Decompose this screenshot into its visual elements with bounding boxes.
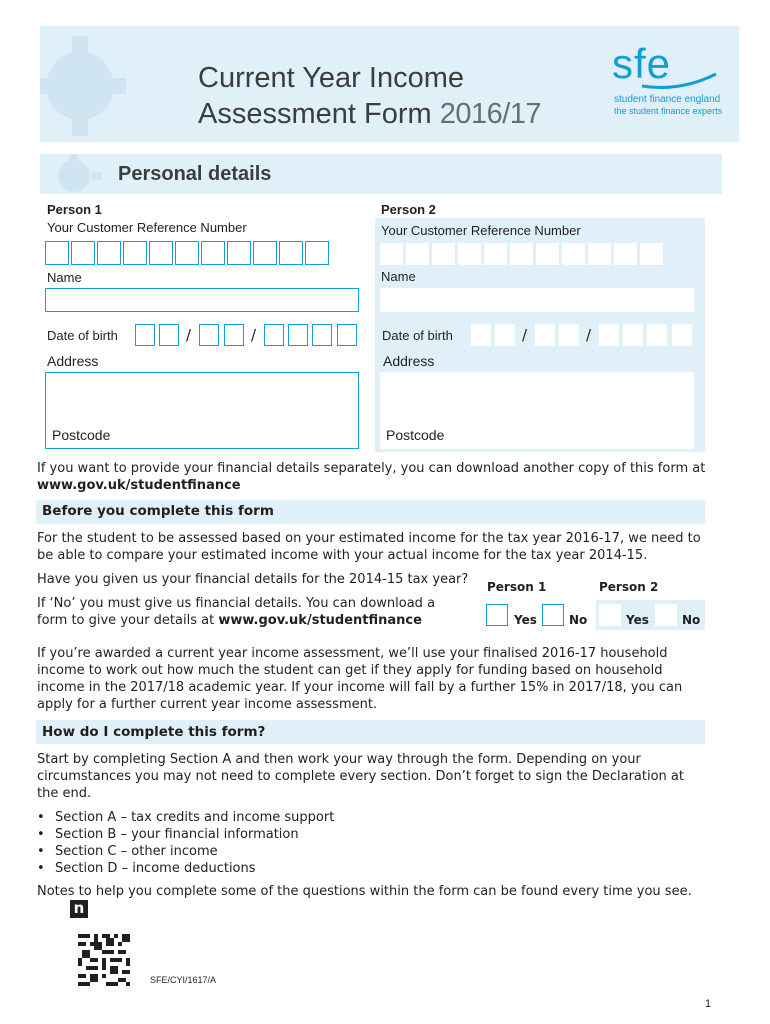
if-no-text: If ‘No’ you must give us financial details. You can download a form to give your details at — [37, 596, 436, 628]
person1-dob-month2[interactable] — [224, 324, 244, 346]
list-item: • Section A – tax credits and income support — [37, 809, 437, 826]
person1-postcode-label: Postcode — [52, 427, 111, 443]
person2-dob-year1[interactable] — [599, 324, 619, 346]
person1-name-label: Name — [47, 270, 82, 285]
person1-heading: Person 1 — [47, 202, 102, 217]
qr-code-icon — [78, 934, 130, 986]
if-no-note — [37, 595, 447, 629]
person2-no-checkbox[interactable] — [655, 604, 677, 626]
dob-slash: / — [251, 326, 257, 344]
person2-dob-day2[interactable] — [495, 324, 515, 346]
person1-yes-checkbox[interactable] — [486, 604, 508, 626]
separate-note-link[interactable]: www.gov.uk/studentfinance — [37, 478, 241, 493]
if-no-link[interactable]: www.gov.uk/studentfinance — [218, 613, 422, 628]
person2-heading: Person 2 — [381, 202, 436, 217]
person2-dob-day1[interactable] — [471, 324, 491, 346]
dob-slash: / — [522, 326, 528, 344]
form-title-line2 — [198, 98, 541, 131]
person2-no-label: No — [682, 613, 701, 627]
person1-name-input[interactable] — [45, 288, 359, 312]
person1-dob-day1[interactable] — [135, 324, 155, 346]
tax-year-question: Have you given us your financial details for the 2014-15 tax year? — [37, 572, 469, 587]
person2-name-input[interactable] — [380, 288, 694, 312]
person1-crn-field[interactable] — [45, 241, 329, 265]
gear-watermark-icon — [40, 26, 160, 142]
logo-swoosh-icon — [640, 72, 720, 92]
person2-crn-field[interactable] — [380, 243, 663, 265]
person2-dob-year2[interactable] — [623, 324, 643, 346]
logo-name: student finance england — [614, 94, 721, 105]
person2-crn-label: Your Customer Reference Number — [381, 223, 581, 238]
person2-dob-year3[interactable] — [647, 324, 667, 346]
question-person2-label: Person 2 — [599, 580, 659, 594]
person2-dob-month1[interactable] — [535, 324, 555, 346]
person1-dob-year1[interactable] — [264, 324, 284, 346]
how-heading: How do I complete this form? — [42, 724, 266, 740]
person1-dob-month1[interactable] — [199, 324, 219, 346]
dob-slash: / — [186, 326, 192, 344]
person1-dob-day2[interactable] — [159, 324, 179, 346]
list-item: • Section B – your financial information — [37, 826, 437, 843]
person2-address-label: Address — [383, 353, 435, 369]
notes-text: Notes to help you complete some of the questions within the form can be found every time you see. — [37, 884, 692, 899]
person1-yes-label: Yes — [514, 613, 537, 627]
list-item: • Section C – other income — [37, 843, 437, 860]
form-title-main: Assessment Form — [198, 98, 432, 130]
question-person1-label: Person 1 — [487, 580, 547, 594]
person1-dob-year3[interactable] — [312, 324, 332, 346]
separate-note-text: If you want to provide your financial details separately, you can download another copy of this form at — [37, 461, 706, 476]
assessment-paragraph: If you’re awarded a current year income assessment, we’ll use your finalised 2016-17 household income to work out how much the student can get if they apply for funding based on household income in the 2017/18 academic year. If your income will fall by a further 15% in 2017/18, you can apply for a further current year income assessment. — [37, 646, 683, 712]
before-paragraph: For the student to be assessed based on your estimated income for the tax year 2016-17, we need to be able to compare your estimated income with your actual income for the tax year 2014-15. — [37, 531, 701, 563]
person1-address-label: Address — [47, 353, 99, 369]
page-number: 1 — [705, 998, 712, 1010]
how-intro: Start by completing Section A and then work your way through the form. Depending on your circumstances you may not need to complete every section. Don’t forget to sign the Declaration at the end. — [37, 752, 684, 801]
gear-small-icon — [44, 154, 114, 194]
form-title-line1: Current Year Income — [198, 62, 464, 94]
list-item: • Section D – income deductions — [37, 860, 437, 877]
person1-no-label: No — [569, 613, 588, 627]
person2-postcode-label: Postcode — [386, 427, 445, 443]
separate-details-note — [37, 460, 707, 494]
person1-crn-label: Your Customer Reference Number — [47, 220, 247, 235]
before-heading: Before you complete this form — [42, 503, 274, 519]
person1-dob-year4[interactable] — [337, 324, 357, 346]
person2-name-label: Name — [381, 269, 416, 284]
person2-dob-year4[interactable] — [672, 324, 692, 346]
logo-tagline: the student finance experts — [614, 106, 723, 116]
person2-dob-label: Date of birth — [382, 328, 453, 343]
person2-yes-checkbox[interactable] — [599, 604, 621, 626]
personal-details-title: Personal details — [118, 163, 272, 185]
person1-dob-year2[interactable] — [288, 324, 308, 346]
sfe-logo: sfe — [612, 40, 672, 87]
form-title-year: 2016/17 — [439, 98, 542, 130]
sections-list — [37, 809, 437, 877]
person2-dob-month2[interactable] — [559, 324, 579, 346]
person2-yes-label: Yes — [626, 613, 649, 627]
person1-no-checkbox[interactable] — [542, 604, 564, 626]
person1-dob-label: Date of birth — [47, 328, 118, 343]
form-code: SFE/CYI/1617/A — [150, 975, 217, 985]
dob-slash: / — [586, 326, 592, 344]
note-icon: n — [70, 900, 88, 918]
